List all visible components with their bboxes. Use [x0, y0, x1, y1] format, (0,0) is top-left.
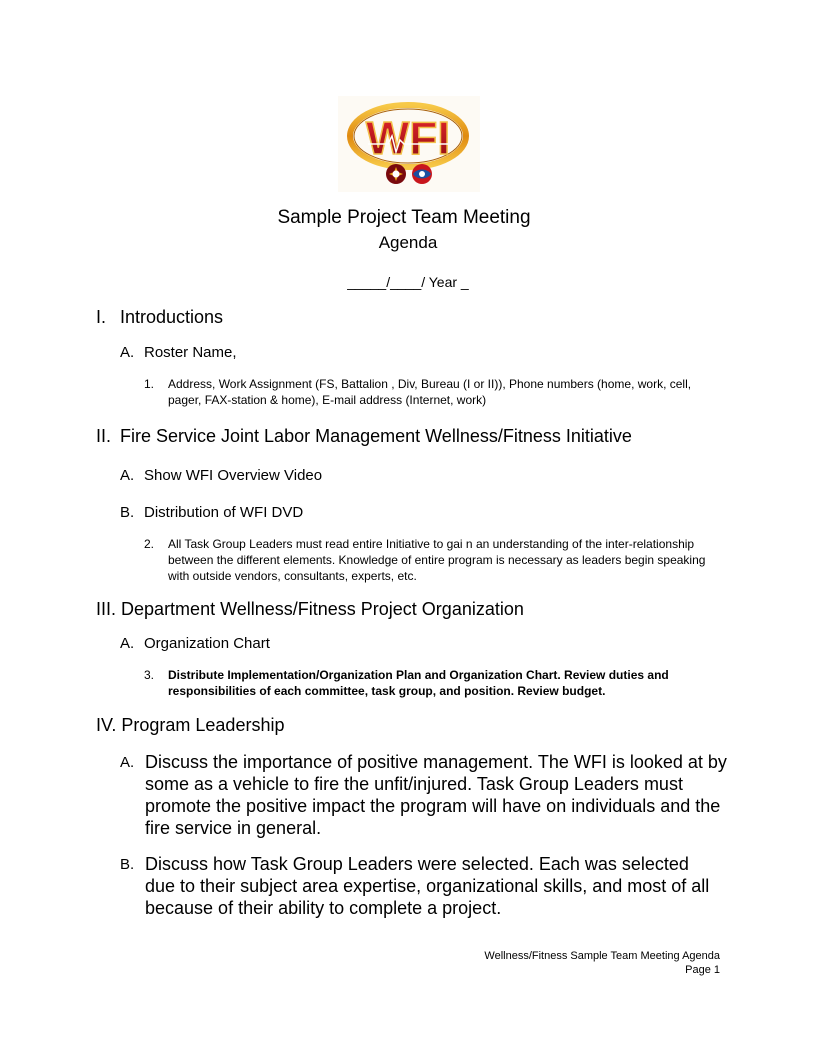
section-heading-organization — [96, 599, 524, 620]
subsection-letter: A. — [120, 754, 135, 771]
document-title: Sample Project Team Meeting — [277, 207, 531, 228]
item-number: 1. — [144, 377, 155, 391]
section-heading-initiative — [96, 426, 632, 447]
date-line: _____/____/ Year _ — [347, 274, 469, 290]
wfi-logo — [338, 96, 480, 192]
subsection-roster — [120, 344, 237, 361]
section-title: Department Wellness/Fitness Project Organization — [121, 599, 524, 619]
item-text: Distribute Implementation/Organization Plan and Organization Chart. Review duties and responsibilities of each committee, task group, and position. Review budget. — [168, 668, 669, 698]
subsection-text: Discuss the importance of positive management. The WFI is looked at by some as a vehicle to fire the unfit/injured. Task Group Leaders must promote the positive impact the program will have on individuals and the fire service in general. — [145, 752, 727, 838]
subsection-text: Distribution of WFI DVD — [144, 504, 304, 521]
subsection-text: Show WFI Overview Video — [144, 467, 323, 484]
document-subtitle: Agenda — [378, 233, 438, 252]
section-number: I. — [96, 307, 107, 327]
page-footer — [484, 949, 720, 977]
section-number: III. — [96, 599, 117, 619]
subsection-overview-video — [120, 467, 322, 484]
section-number: II. — [96, 426, 112, 446]
item-text: All Task Group Leaders must read entire Initiative to gai n an understanding of the inter-relationship between the different elements. Knowledge of entire program is necessary as leaders begin speaking with outside vendors, consultants, experts, etc. — [168, 537, 706, 583]
subsection-text: Discuss how Task Group Leaders were selected. Each was selected due to their subject area expertise, organizational skills, and most of all because of their ability to complete a project. — [145, 854, 710, 918]
section-number: IV. — [96, 715, 117, 735]
section-title: Fire Service Joint Labor Management Wellness/Fitness Initiative — [120, 426, 632, 446]
subsection-letter: A. — [120, 344, 135, 361]
subsection-org-chart — [120, 635, 270, 652]
subsection-letter: A. — [120, 635, 135, 652]
subsection-letter: B. — [120, 856, 135, 873]
subsection-letter: B. — [120, 504, 135, 521]
section-title: Program Leadership — [121, 715, 285, 735]
section-title: Introductions — [120, 307, 224, 327]
item-number: 3. — [144, 668, 155, 682]
footer-title: Wellness/Fitness Sample Team Meeting Agenda — [484, 950, 720, 962]
item-number: 2. — [144, 537, 155, 551]
subsection-dvd — [120, 504, 303, 521]
section-heading-leadership — [96, 715, 284, 736]
section-heading-introductions — [96, 307, 223, 328]
svg-text:WFI: WFI — [365, 112, 451, 164]
item-text: Address, Work Assignment (FS, Battalion , Div, Bureau (I or II)), Phone numbers (home, work, cell, pager, FAX-station & home), E-mail address (Internet, work) — [168, 377, 692, 407]
subsection-text: Organization Chart — [144, 635, 270, 652]
page-number: Page 1 — [685, 964, 720, 976]
subsection-letter: A. — [120, 467, 135, 484]
wfi-logo-icon — [338, 96, 480, 192]
subsection-text: Roster Name, — [144, 344, 237, 361]
